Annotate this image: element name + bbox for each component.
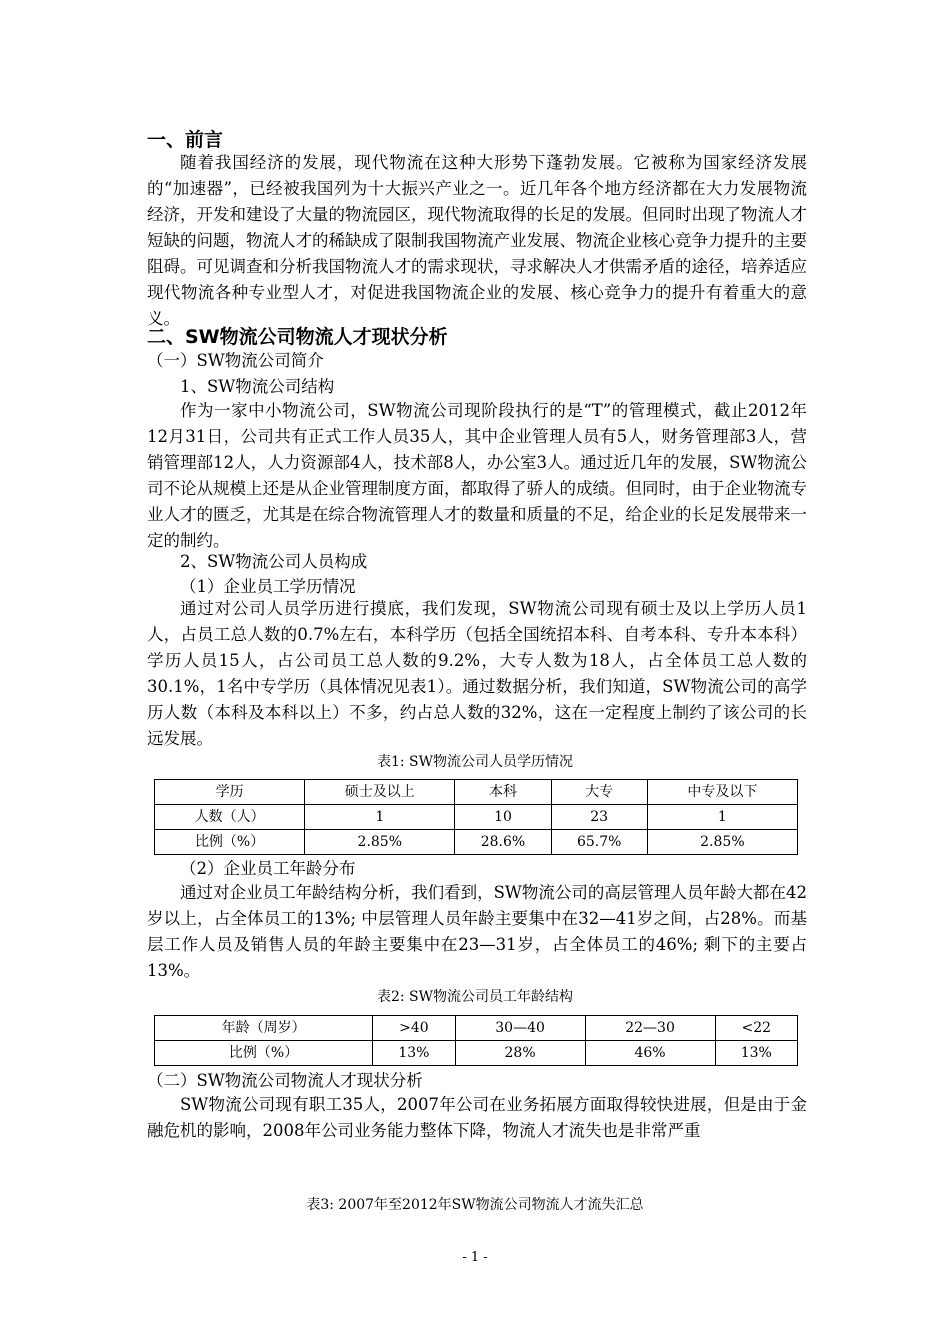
table-cell: 13% xyxy=(373,1041,455,1066)
table-cell: 65.7% xyxy=(551,830,647,855)
table-cell: 2.85% xyxy=(647,830,797,855)
table-header-cell: >40 xyxy=(373,1016,455,1041)
age-paragraph: 通过对企业员工年龄结构分析，我们看到，SW物流公司的高层管理人员年龄大都在42岁以上，占全体员工的13%; 中层管理人员年龄主要集中在32—41岁之间，占28%。而基层工作人员及销售人员的年龄主要集中在23—31岁，占全体员工的46%; 剩下的主要占13%。 xyxy=(147,883,807,980)
table-header-cell: 硕士及以上 xyxy=(305,780,455,805)
table-cell: 比例（%） xyxy=(155,1041,373,1066)
company-structure-paragraph: 作为一家中小物流公司，SW物流公司现阶段执行的是“T”的管理模式，截止2012年12月31日，公司共有正式工作人员35人，其中企业管理人员有5人，财务管理部3人，营销管理部12人，人力资源部4人，技术部8人，办公室3人。通过近几年的发展，SW物流公司不论从规模上还是从企业管理制度方面，都取得了骄人的成绩。但同时，由于企业物流专业人才的匮乏，尤其是在综合物流管理人才的数量和质量的不足，给企业的长足发展带来一定的制约。 xyxy=(147,401,807,550)
table-row xyxy=(155,805,798,830)
subsection-2-heading: （二）SW物流公司物流人才现状分析 xyxy=(147,1071,423,1090)
table-cell: 1 xyxy=(305,805,455,830)
table-cell: 1 xyxy=(647,805,797,830)
section-1-heading: 一、前言 xyxy=(147,129,224,151)
table-header-cell: 中专及以下 xyxy=(647,780,797,805)
table-3-caption: 表3: 2007年至2012年SW物流公司物流人才流失汇总 xyxy=(306,1197,644,1213)
education-table xyxy=(154,779,798,855)
table-cell: 46% xyxy=(585,1041,715,1066)
education-heading: （1）企业员工学历情况 xyxy=(180,577,356,596)
table-2-caption: 表2: SW物流公司员工年龄结构 xyxy=(376,989,574,1005)
table-cell: 28.6% xyxy=(455,830,551,855)
education-paragraph: 通过对公司人员学历进行摸底，我们发现，SW物流公司现有硕士及以上学历人员1人，占员工总人数的0.7%左右，本科学历（包括全国统招本科、自考本科、专升本本科）学历人员15人，占公司员工总人数的9.2%，大专人数为18人，占全体员工总人数的30.1%，1名中专学历（具体情况见表1）。通过数据分析，我们知道，SW物流公司的高学历人数（本科及本科以上）不多，约占总人数的32%，这在一定程度上制约了该公司的长远发展。 xyxy=(147,599,807,748)
section-1-paragraph: 随着我国经济的发展，现代物流在这种大形势下蓬勃发展。它被称为国家经济发展的“加速器”，已经被我国列为十大振兴产业之一。近几年各个地方经济都在大力发展物流经济，开发和建设了大量的物流园区，现代物流取得的长足的发展。但同时出现了物流人才短缺的问题，物流人才的稀缺成了限制我国物流产业发展、物流企业核心竞争力提升的主要阻碍。可见调查和分析我国物流人才的需求现状，寻求解决人才供需矛盾的途径，培养适应现代物流各种专业型人才，对促进我国物流企业的发展、核心竞争力的提升有着重大的意义。 xyxy=(147,153,807,328)
table-header-cell: 22—30 xyxy=(585,1016,715,1041)
page-number: - 1 - xyxy=(462,1250,488,1265)
table-row xyxy=(155,780,798,805)
table-header-cell: 大专 xyxy=(551,780,647,805)
talent-analysis-paragraph: SW物流公司现有职工35人，2007年公司在业务拓展方面取得较快进展，但是由于金融危机的影响，2008年公司业务能力整体下降，物流人才流失也是非常严重 xyxy=(147,1095,807,1140)
subsection-1-1-heading: 1、SW物流公司结构 xyxy=(180,377,335,396)
subsection-1-heading: （一）SW物流公司简介 xyxy=(147,351,324,370)
table-row xyxy=(155,830,798,855)
table-cell: 人数（人） xyxy=(155,805,305,830)
table-header-cell: 30—40 xyxy=(455,1016,585,1041)
table-header-cell: 学历 xyxy=(155,780,305,805)
table-cell: 10 xyxy=(455,805,551,830)
table-cell: 23 xyxy=(551,805,647,830)
table-row xyxy=(155,1041,798,1066)
table-header-cell: <22 xyxy=(715,1016,797,1041)
table-header-cell: 本科 xyxy=(455,780,551,805)
subsection-1-2-heading: 2、SW物流公司人员构成 xyxy=(180,552,368,571)
age-table xyxy=(154,1015,798,1066)
age-heading: （2）企业员工年龄分布 xyxy=(180,859,356,878)
table-header-cell: 年龄（周岁） xyxy=(155,1016,373,1041)
section-2-heading: 二、SW物流公司物流人才现状分析 xyxy=(147,326,448,348)
table-cell: 2.85% xyxy=(305,830,455,855)
table-row xyxy=(155,1016,798,1041)
table-cell: 13% xyxy=(715,1041,797,1066)
table-cell: 28% xyxy=(455,1041,585,1066)
table-1-caption: 表1: SW物流公司人员学历情况 xyxy=(376,754,574,770)
table-cell: 比例（%） xyxy=(155,830,305,855)
